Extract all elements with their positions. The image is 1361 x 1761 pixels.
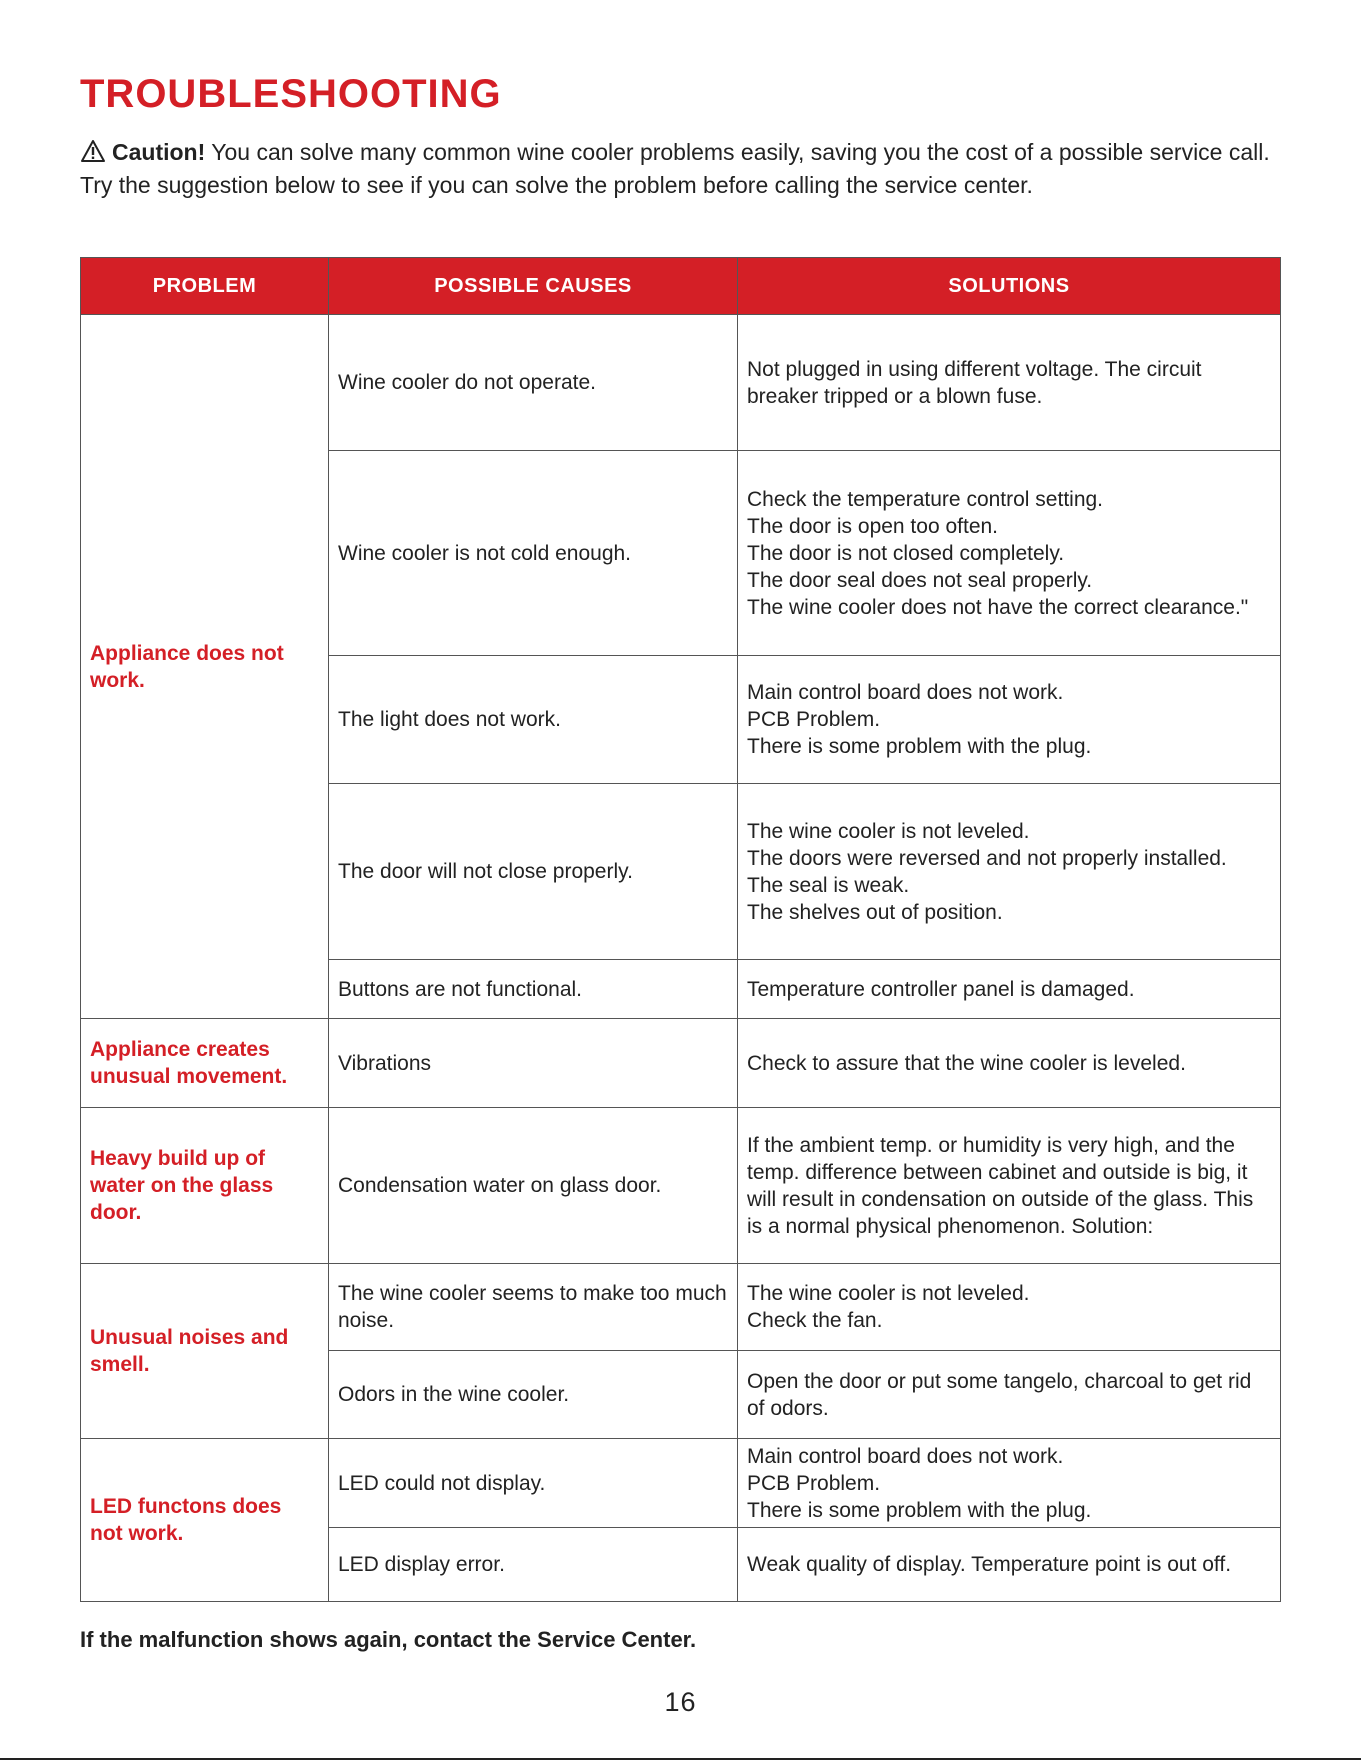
solution-cell (738, 656, 1281, 784)
solution-line: Temperature controller panel is damaged. (747, 977, 1135, 1001)
page-title: TROUBLESHOOTING (80, 72, 502, 116)
table-row (81, 1439, 1281, 1528)
solution-line: There is some problem with the plug. (747, 735, 1092, 758)
problem-cell: Appliance creates unusual movement. (81, 1019, 329, 1108)
caution-text: You can solve many common wine cooler problems easily, saving you the cost of a possible service call. Try the suggestion below to see if you can solve the problem before calling the service center. (80, 139, 1270, 198)
solution-cell (738, 1528, 1281, 1602)
cause-cell: The door will not close properly. (329, 784, 738, 960)
solution-line: The door seal does not seal properly. (747, 568, 1093, 592)
solution-line: PCB Problem. (747, 708, 881, 731)
solution-cell (738, 1264, 1281, 1351)
solution-line: The doors were reversed and not properly installed. (747, 846, 1227, 870)
solution-line: Main control board does not work. (747, 1444, 1064, 1468)
cause-cell: LED could not display. (329, 1439, 738, 1528)
cause-cell: Wine cooler is not cold enough. (329, 451, 738, 656)
troubleshooting-table (80, 257, 1281, 1602)
cause-cell: Condensation water on glass door. (329, 1108, 738, 1264)
solution-line: If the ambient temp. or humidity is very high, and the temp. difference between cabinet and outside is big, it will result in condensation on outside of the glass. This is a normal physical phenomenon. Solution: (747, 1133, 1254, 1238)
solution-line: The wine cooler is not leveled. (747, 1282, 1030, 1305)
warning-icon (80, 139, 106, 170)
table-row (81, 1264, 1281, 1351)
header-solutions: SOLUTIONS (738, 258, 1281, 315)
cause-cell: Buttons are not functional. (329, 960, 738, 1019)
cause-cell: Wine cooler do not operate. (329, 315, 738, 451)
solution-line: Check to assure that the wine cooler is leveled. (747, 1051, 1186, 1075)
cause-cell: LED display error. (329, 1528, 738, 1602)
problem-cell: Unusual noises and smell. (81, 1264, 329, 1439)
solution-cell (738, 784, 1281, 960)
solution-line: The seal is weak. (747, 873, 910, 897)
service-center-note: If the malfunction shows again, contact the Service Center. (80, 1627, 697, 1652)
page-number: 16 (664, 1687, 697, 1717)
cause-cell: Odors in the wine cooler. (329, 1351, 738, 1439)
solution-cell (738, 451, 1281, 656)
solution-cell (738, 315, 1281, 451)
caution-paragraph (80, 137, 1280, 200)
cause-cell: The light does not work. (329, 656, 738, 784)
solution-line: The wine cooler is not leveled. (747, 819, 1030, 843)
header-problem: PROBLEM (81, 258, 329, 315)
solution-line: The shelves out of position. (747, 900, 1003, 924)
solution-cell (738, 1108, 1281, 1264)
solution-cell (738, 1351, 1281, 1439)
problem-cell: Heavy build up of water on the glass door. (81, 1108, 329, 1264)
problem-cell: LED functons does not work. (81, 1439, 329, 1602)
solution-line: The door is open too often. (747, 514, 999, 538)
solution-cell (738, 960, 1281, 1019)
table-row (81, 315, 1281, 451)
table-header-row (81, 258, 1281, 315)
header-possible-causes: POSSIBLE CAUSES (329, 258, 738, 315)
solution-line: There is some problem with the plug. (747, 1498, 1092, 1522)
table-row (81, 1019, 1281, 1108)
solution-line: The wine cooler does not have the correct clearance." (747, 595, 1249, 619)
bottom-divider (0, 1758, 1361, 1760)
cause-cell: The wine cooler seems to make too much noise. (329, 1264, 738, 1351)
problem-cell: Appliance does not work. (81, 315, 329, 1019)
solution-line: Check the fan. (747, 1309, 883, 1332)
solution-line: Open the door or put some tangelo, charcoal to get rid of odors. (747, 1369, 1252, 1420)
solution-line: Weak quality of display. Temperature point is out off. (747, 1553, 1232, 1576)
solution-line: Check the temperature control setting. (747, 487, 1104, 511)
solution-line: Not plugged in using different voltage. The circuit breaker tripped or a blown fuse. (747, 357, 1202, 408)
caution-label: Caution! (112, 139, 206, 165)
solution-line: PCB Problem. (747, 1471, 881, 1495)
cause-cell: Vibrations (329, 1019, 738, 1108)
solution-cell (738, 1439, 1281, 1528)
solution-line: Main control board does not work. (747, 681, 1064, 704)
table-row (81, 1108, 1281, 1264)
solution-line: The door is not closed completely. (747, 541, 1065, 565)
solution-cell (738, 1019, 1281, 1108)
